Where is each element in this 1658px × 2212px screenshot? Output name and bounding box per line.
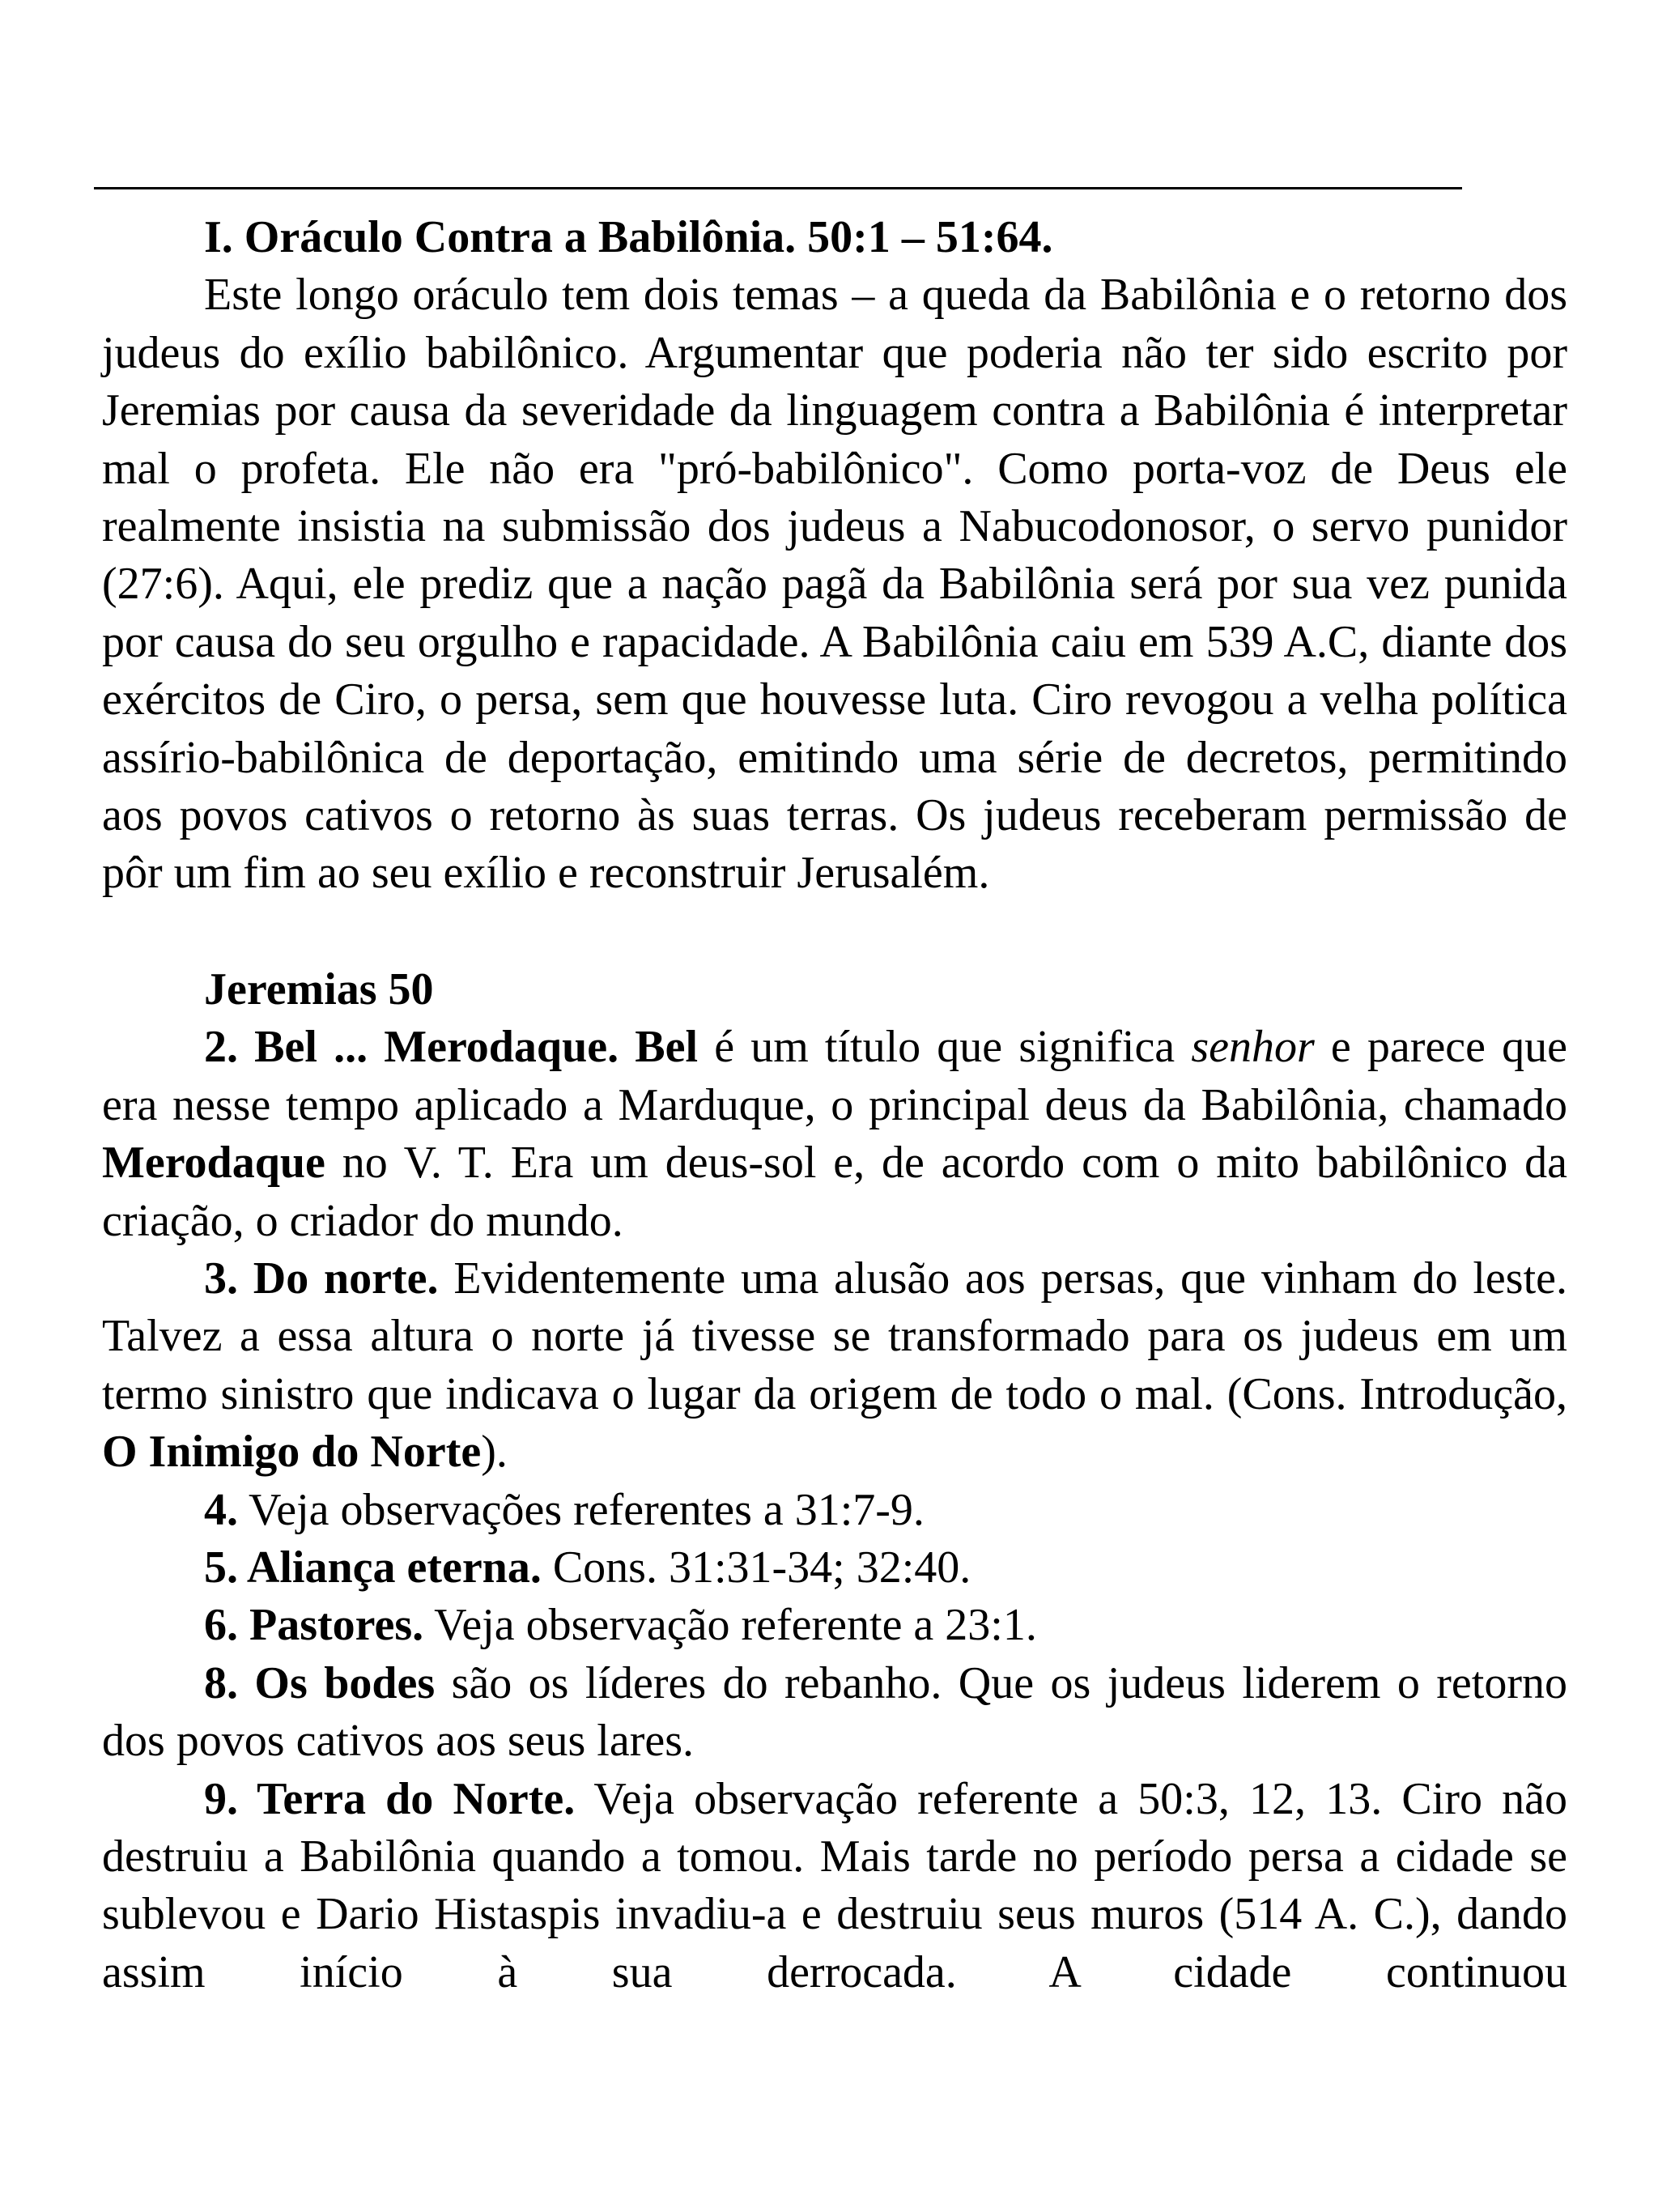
note-2-label: 2. Bel ... Merodaque. <box>204 1022 619 1073</box>
page-body <box>102 209 1567 2001</box>
note-2-italic-term: senhor <box>1191 1022 1315 1073</box>
note-2-text-a: é um título que significa <box>698 1022 1192 1073</box>
note-6 <box>102 1597 1567 1654</box>
note-2-term: Bel <box>635 1022 699 1073</box>
note-5-label: 5. Aliança eterna. <box>204 1542 542 1593</box>
note-4-text: Veja observações referentes a 31:7-9. <box>238 1484 925 1535</box>
note-3-text-a: Evidentemente uma alusão aos persas, que vinham do leste. Talvez a essa altura o norte já tivesse se transformado para os judeus em um termo sinistro que indicava o lugar da origem de todo o mal. (Cons. Introdução, <box>102 1253 1567 1419</box>
intro-paragraph: Este longo oráculo tem dois temas – a queda da Babilônia e o retorno dos judeus do exílio babilônico. Argumentar que poderia não ter sido escrito por Jeremias por causa da severidade da linguagem contra a Babilônia é interpretar mal o profeta. Ele não era "pró-babilônico". Como porta-voz de Deus ele realmente insistia na submissão dos judeus a Nabucodonosor, o servo punidor (27:6). Aqui, ele prediz que a nação pagã da Babilônia será por sua vez punida por causa do seu orgulho e rapacidade. A Babilônia caiu em 539 A.C, diante dos exércitos de Ciro, o persa, sem que houvesse luta. Ciro revogou a velha política assírio-babilônica de deportação, emitindo uma série de decretos, permitindo aos povos cativos o retorno às suas terras. Os judeus receberam permissão de pôr um fim ao seu exílio e reconstruir Jerusalém. <box>102 270 1567 899</box>
note-2-bold-term: Merodaque <box>102 1138 325 1189</box>
note-4-label: 4. <box>204 1484 238 1535</box>
note-6-label: 6. Pastores. <box>204 1600 424 1651</box>
note-4 <box>102 1482 1567 1539</box>
note-8 <box>102 1655 1567 1771</box>
header-rule <box>94 187 1462 189</box>
note-9 <box>102 1771 1567 2002</box>
note-3-label: 3. Do norte. <box>204 1253 439 1304</box>
note-3-bold-ref: O Inimigo do Norte <box>102 1427 482 1478</box>
note-9-label: 9. Terra do Norte. <box>204 1773 576 1824</box>
chapter-heading: Jeremias 50 <box>204 963 434 1015</box>
note-2-text-c: no V. T. Era um deus-sol e, de acordo com o mito babilônico da criação, o criador do mundo. <box>102 1138 1567 1246</box>
note-3-text-b: ). <box>481 1427 508 1478</box>
note-5-text: Cons. 31:31-34; 32:40. <box>541 1542 971 1593</box>
note-8-text: são os líderes do rebanho. Que os judeus liderem o retorno dos povos cativos aos seus lares. <box>102 1657 1567 1767</box>
note-3 <box>102 1250 1567 1482</box>
note-2-text-b: e parece que era nesse tempo aplicado a Marduque, o principal deus da Babilônia, chamado <box>102 1022 1568 1130</box>
paragraph-gap <box>102 903 1567 961</box>
note-2 <box>102 1019 1567 1250</box>
note-6-text: Veja observação referente a 23:1. <box>423 1600 1037 1651</box>
note-5 <box>102 1539 1567 1597</box>
section-heading: I. Oráculo Contra a Babilônia. 50:1 – 51:64. <box>204 212 1053 262</box>
note-8-label: 8. Os bodes <box>204 1657 436 1708</box>
note-9-text: Veja observação referente a 50:3, 12, 13. Ciro não destruiu a Babilônia quando a tomou. Mais tarde no período persa a cidade se sublevou e Dario Histaspis invadiu-a e destruiu seus muros (514 A. C.), dando assim início à sua derrocada. A cidade continuou <box>102 1773 1568 1997</box>
